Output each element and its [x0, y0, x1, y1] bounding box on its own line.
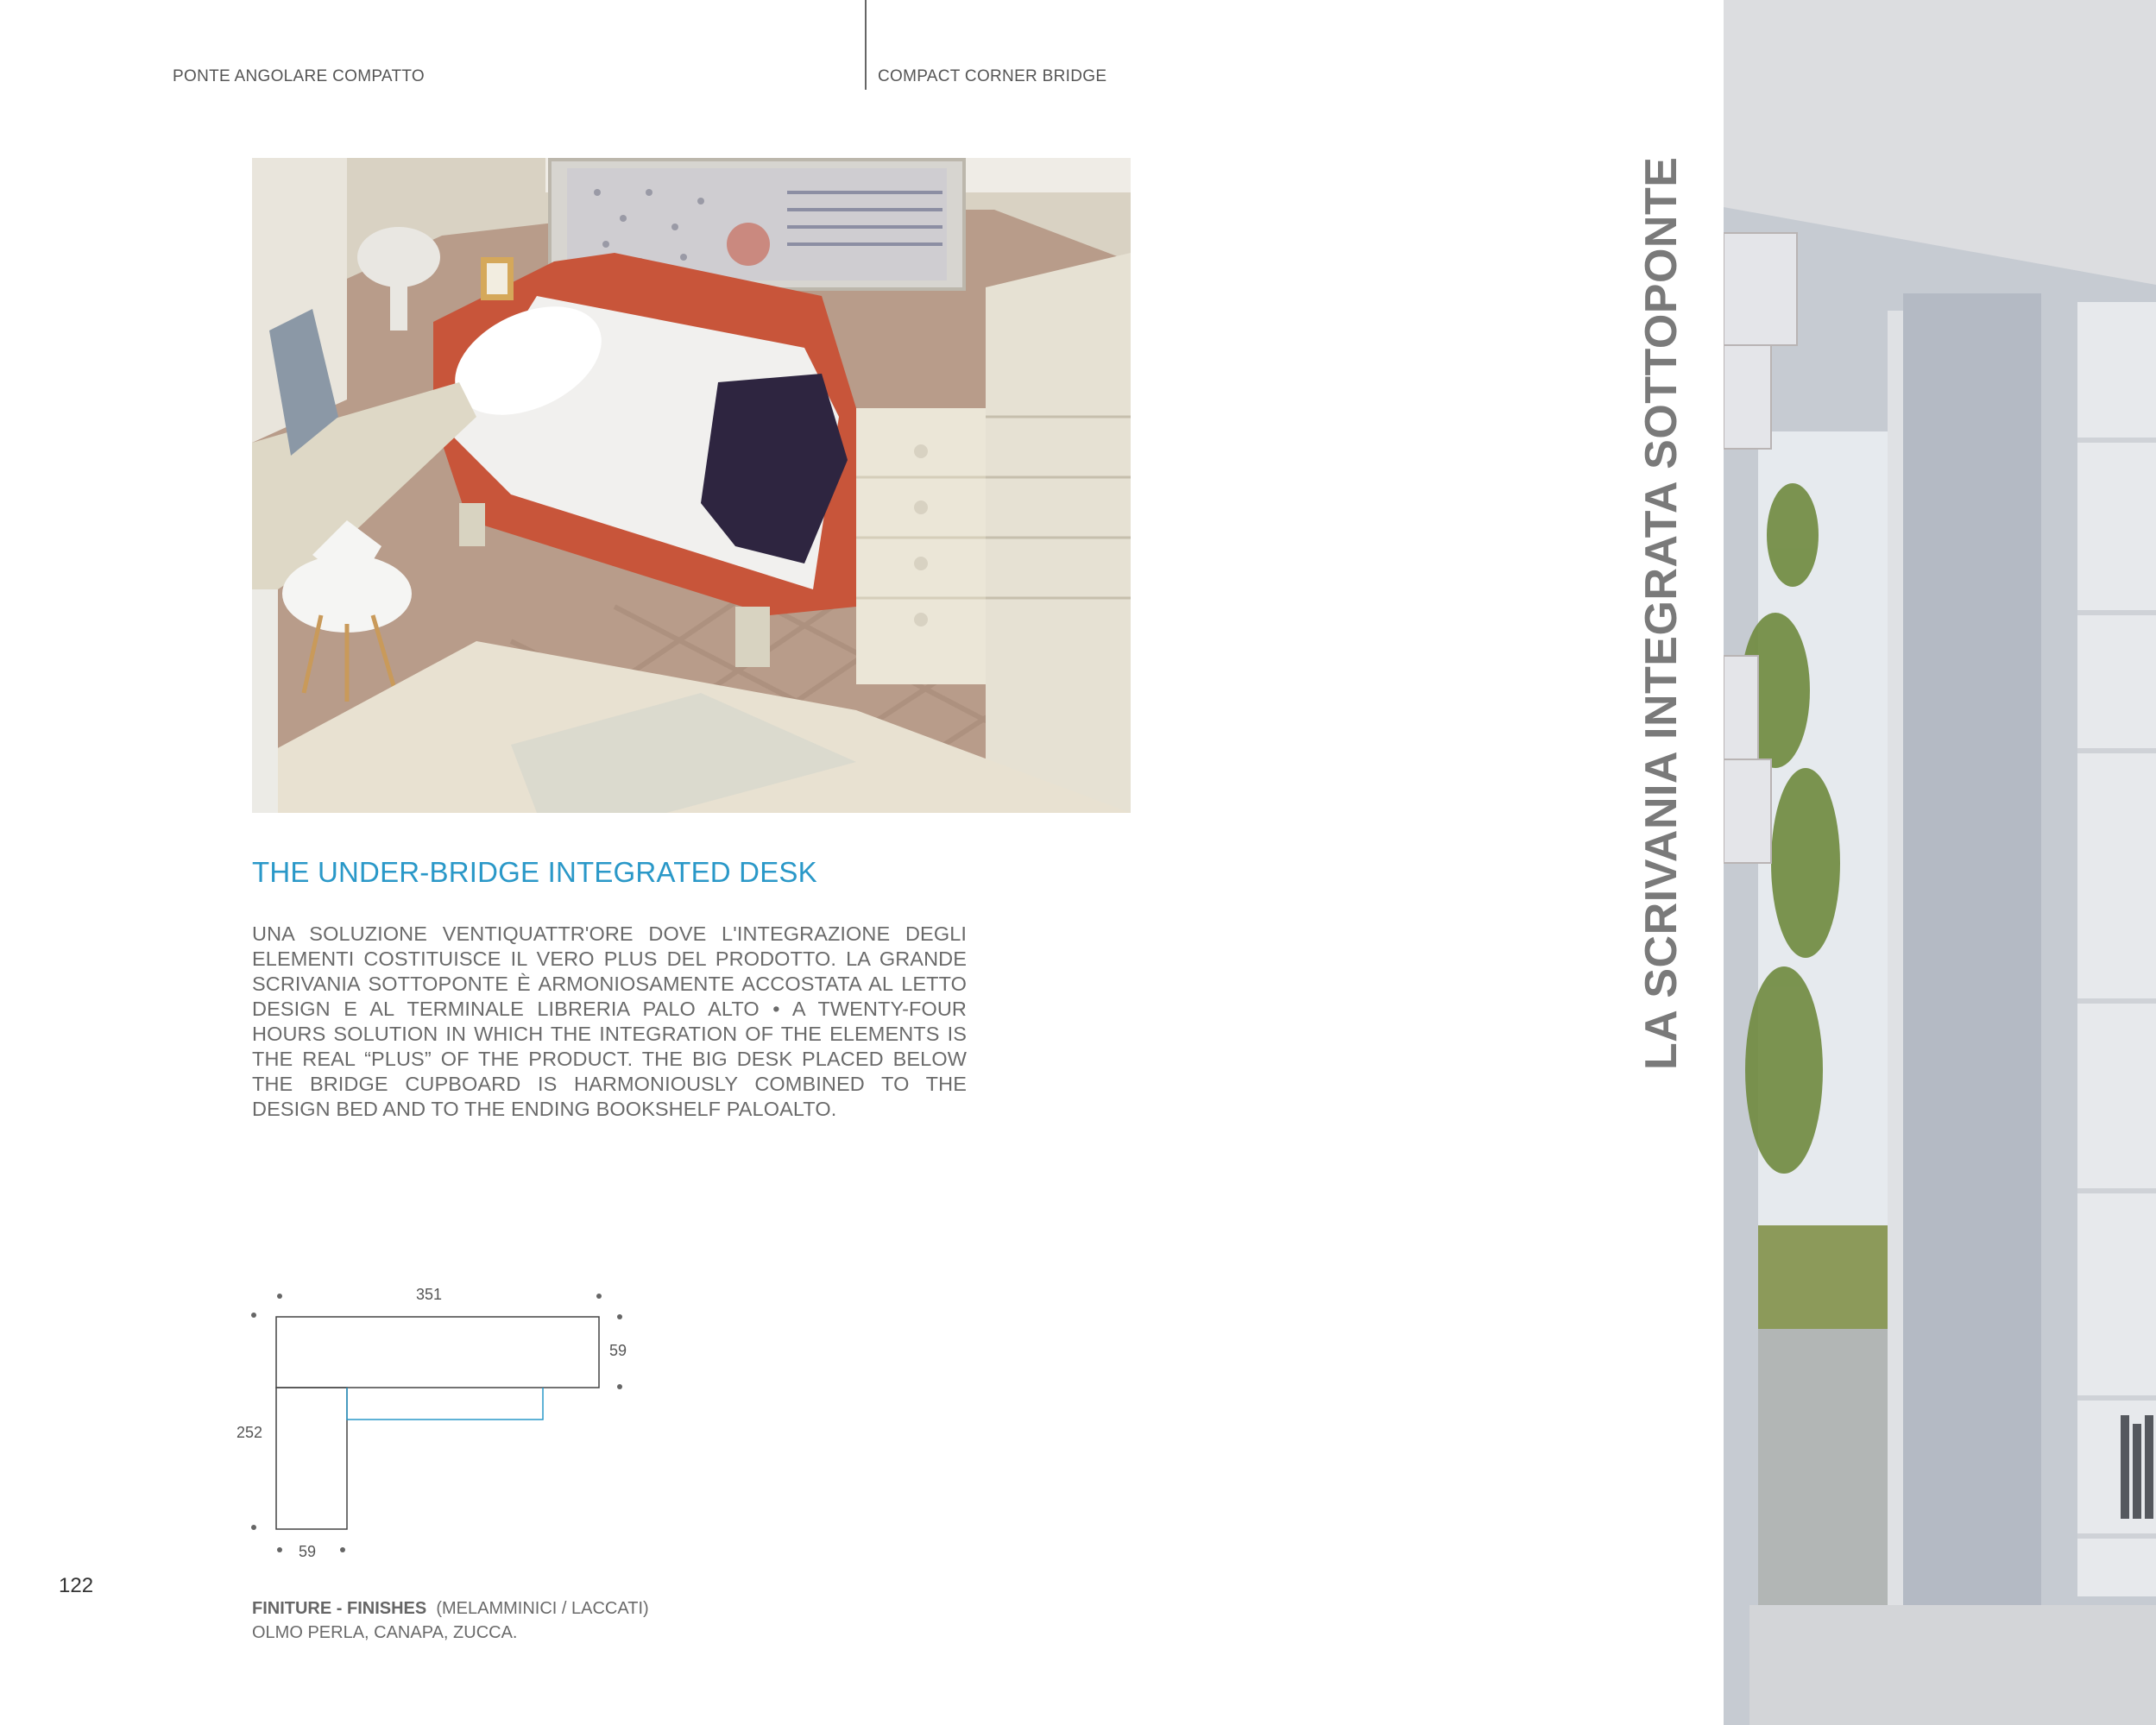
bedroom-illustration — [252, 158, 1131, 813]
dimension-marker — [596, 1294, 602, 1299]
dimension-depth-left: 59 — [299, 1543, 317, 1560]
page-header — [0, 0, 1726, 104]
finishes-type: (MELAMMINICI / LACCATI) — [436, 1599, 649, 1618]
plan-top-unit — [276, 1317, 599, 1388]
header-divider — [865, 0, 867, 90]
section-title-it: PONTE ANGOLARE COMPATTO — [173, 67, 425, 85]
floor-plan-diagram — [224, 1277, 673, 1571]
dimension-depth-top: 59 — [609, 1342, 627, 1359]
finishes-label: FINITURE - FINISHES — [252, 1599, 427, 1618]
plan-desk-outline — [347, 1388, 543, 1420]
vertical-title: LA SCRIVANIA INTEGRATA SOTTOPONTE — [1636, 156, 1686, 1070]
finishes-values: OLMO PERLA, CANAPA, ZUCCA. — [252, 1623, 518, 1642]
description-paragraph: UNA SOLUZIONE VENTIQUATTR'ORE DOVE L'INTEGRAZIONE DEGLI ELEMENTI COSTITUISCE IL VERO PLUS DEL PRODOTTO. LA GRANDE SCRIVANIA SOTTOPONTE È ARMONIOSAMENTE ACCOSTATA AL LETTO DESIGN E AL TERMINALE LIBRERIA PALO ALTO • A TWENTY-FOUR HOURS SOLUTION IN WHICH THE INTEGRATION OF THE ELEMENTS IS THE REAL “PLUS” OF THE PRODUCT. THE BIG DESK PLACED BELOW THE BRIDGE CUPBOARD IS HARMONIOUSLY COMBINED TO THE DESIGN BED AND TO THE ENDING BOOKSHELF PALOALTO. — [252, 922, 967, 1120]
floor-plan-drawing — [224, 1277, 673, 1571]
dimension-marker — [277, 1547, 282, 1552]
section-subtitle: THE UNDER-BRIDGE INTEGRATED DESK — [252, 856, 817, 888]
page-number: 122 — [59, 1574, 94, 1597]
side-photo — [1724, 0, 2156, 1725]
dimension-marker — [251, 1525, 256, 1530]
dimension-marker — [251, 1313, 256, 1318]
dimension-marker — [617, 1384, 622, 1389]
bedroom-photo — [252, 158, 1131, 813]
finishes-heading-line — [252, 1596, 649, 1621]
finishes-block — [252, 1596, 649, 1645]
window-illustration — [1724, 0, 2156, 1725]
dimension-width: 351 — [416, 1286, 443, 1303]
section-title-en: COMPACT CORNER BRIDGE — [878, 67, 1107, 85]
dimension-marker — [340, 1547, 345, 1552]
dimension-marker — [617, 1314, 622, 1319]
plan-left-unit — [276, 1388, 347, 1529]
dimension-marker — [277, 1294, 282, 1299]
dimension-height: 252 — [236, 1424, 263, 1441]
